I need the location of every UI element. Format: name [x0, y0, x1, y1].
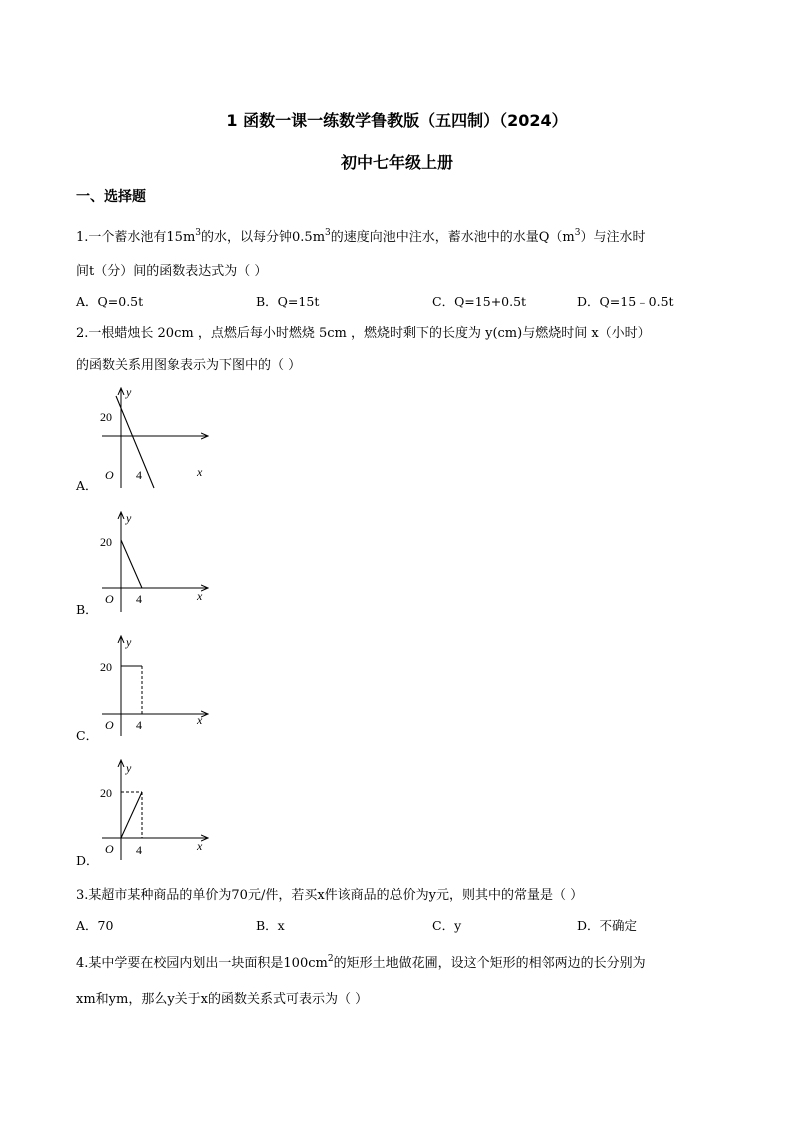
question-4-line-2: xm和ym，那么y关于x的函数关系式可表示为（ ）	[76, 992, 369, 1007]
q1-option-c: C．Q=15+0.5t	[432, 294, 527, 309]
document-subtitle: 初中七年级上册	[340, 153, 453, 172]
question-2-line-2: 的函数关系用图象表示为下图中的（ ）	[76, 358, 302, 373]
y-tick-label: 20	[100, 410, 112, 424]
q1-text-b: 的水，以每分钟0.5m	[201, 230, 326, 245]
question-1-line-1	[76, 226, 646, 245]
y-axis-label: y	[126, 511, 132, 525]
graph-line	[121, 792, 142, 838]
q2-graph-c	[96, 632, 216, 740]
q3-option-d: D．不确定	[577, 918, 638, 933]
graph-line	[116, 396, 154, 488]
question-2-line-1: 2.一根蜡烛长 20cm ，点燃后每小时燃烧 5cm ，燃烧时剩下的长度为 y(cm)与燃烧时间 x（小时）	[76, 326, 651, 341]
graph-line	[121, 540, 142, 588]
q2-option-d-label: D．	[76, 853, 99, 868]
question-1-line-2: 间t（分）间的函数表达式为（ ）	[76, 264, 268, 279]
y-axis-label: y	[126, 385, 132, 399]
origin-label: O	[105, 842, 114, 856]
origin-label: O	[105, 592, 114, 606]
question-4-line-1	[76, 952, 646, 971]
q2-graph-b	[96, 508, 216, 616]
origin-label: O	[105, 468, 114, 482]
origin-label: O	[105, 718, 114, 732]
q1-text-c: 的速度向池中注水，蓄水池中的水量Q（m	[330, 230, 575, 245]
q1-option-d: D．Q=15﹣0.5t	[577, 294, 674, 309]
q1-option-a: A．Q=0.5t	[76, 294, 144, 309]
x-tick-label: 4	[136, 843, 142, 857]
y-axis-label: y	[126, 761, 132, 775]
y-tick-label: 20	[100, 786, 112, 800]
q4-text-a: 4.某中学要在校园内划出一块面积是100cm	[76, 956, 328, 971]
q3-option-a: A．70	[76, 918, 114, 933]
q2-option-c-label: C．	[76, 728, 99, 743]
y-tick-label: 20	[100, 660, 112, 674]
q1-text-d: ）与注水时	[580, 230, 646, 245]
q1-sup-c: 3	[574, 228, 581, 238]
document-title: 1 函数一课一练数学鲁教版（五四制）（2024）	[226, 111, 568, 130]
x-axis-label: x	[197, 589, 203, 603]
q1-option-b: B．Q=15t	[256, 294, 320, 309]
section-heading: 一、选择题	[76, 189, 146, 205]
x-tick-label: 4	[136, 592, 142, 606]
x-axis-label: x	[197, 465, 203, 479]
q2-graph-d	[96, 756, 216, 864]
q1-sup-b: 3	[325, 228, 331, 238]
y-axis-label: y	[126, 635, 132, 649]
x-tick-label: 4	[136, 468, 142, 482]
q4-sup-a: 2	[327, 954, 334, 964]
q2-graph-a	[96, 384, 216, 492]
q3-option-b: B．x	[256, 918, 285, 933]
q1-text-a: 1.一个蓄水池有15m	[76, 230, 196, 245]
q3-option-c: C．y	[432, 918, 462, 933]
x-axis-label: x	[197, 839, 203, 853]
q2-option-a-label: A．	[76, 478, 98, 493]
q2-option-b-label: B．	[76, 602, 98, 617]
x-axis-label: x	[197, 713, 203, 727]
x-tick-label: 4	[136, 718, 142, 732]
question-3-line-1: 3.某超市某种商品的单价为70元/件，若买x件该商品的总价为y元，则其中的常量是（ ）	[76, 888, 584, 903]
q1-sup-a: 3	[195, 228, 202, 238]
q4-text-b: 的矩形土地做花圃，设这个矩形的相邻两边的长分别为	[333, 956, 646, 971]
y-tick-label: 20	[100, 535, 112, 549]
